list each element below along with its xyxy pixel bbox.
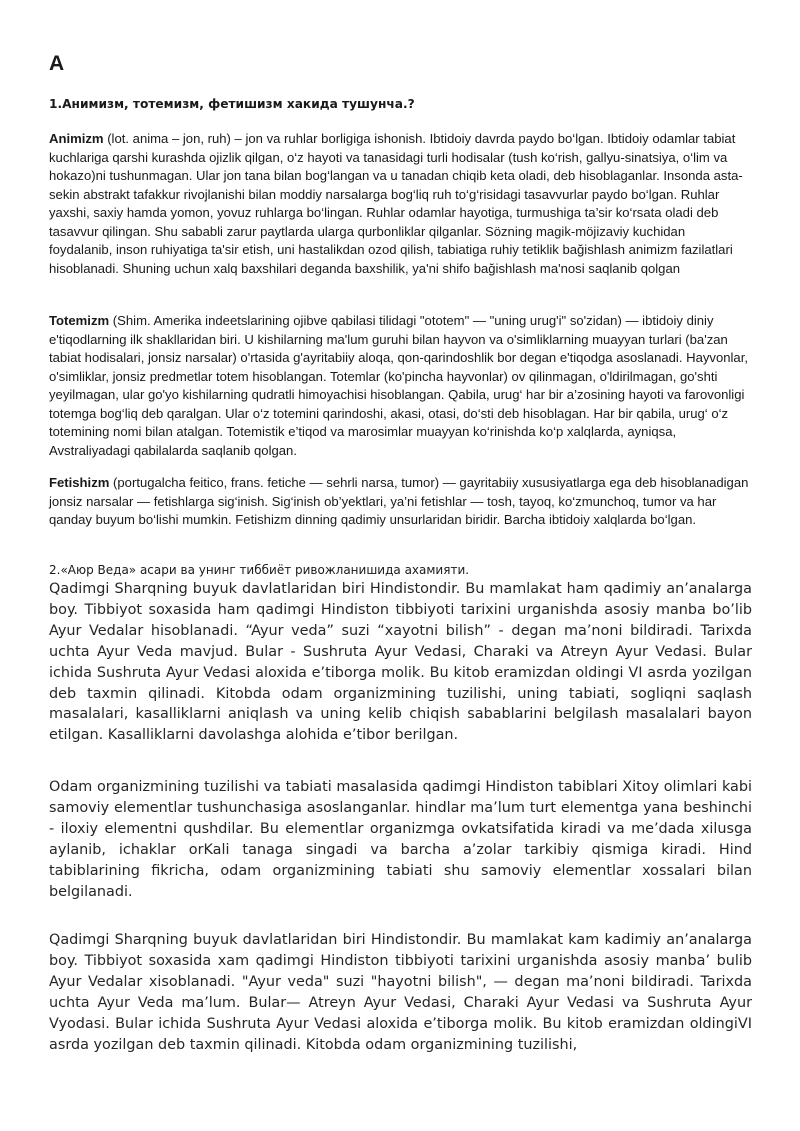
ayurveda-paragraph-1: Qadimgi Sharqning buyuk davlatlaridan biri Hindistondir. Bu mamlakat ham qadimiy an’analarga boy. Tibbiyot soxasida ham qadimgi Hindiston tibbiyoti tarixini urganishda asosiy manba bo’lib Ayur Vedalar hisoblanadi. “Ayur veda” suzi “xayotni bilish” - degan ma’noni bildiradi. Tarixda uchta Ayur Veda mavjud. Bular - Sushruta Ayur Vedasi, Charaki va Atreyn Ayur Vedasi. Bular ichida Sushruta Ayur Vedasi aloxida e’tiborga molik. Bu kitob eramizdan oldingi VI asrda yozilgan deb taxmin qilinadi. Kitobda odam organizmining tuzilishi, uning tabiati, sogliqni saqlash masalalari, kasalliklarni aniqlash va uning kelib chiqish sabablarini belgilash masalalari bayon etilgan. Kasalliklarni davolashga alohida e’tibor berilgan. (49, 581, 752, 744)
animism-text: (lot. anima – jon, ruh) – jon va ruhlar borligiga ishonish. Ibtidoiy davrda paydo bo‘lgan. Ibtidoiy odamlar tabiat kuchlariga qarshi kurashda ojizlik qilgan, o‘z hayoti va tanasidagi turli hodisalar (tush ko‘rish, gallyu-sinatsiya, o‘lim va hokazo)ni tushunmagan. Ular jon tana bilan bog‘langan va u tanadan chiqib keta oladi, deb hisoblaganlar. Insonda asta-sekin abstrakt tafakkur rivojlanishi bilan moddiy narsalarga bog‘liq ruh to‘g‘risidagi tasavvurlar paydo bo‘lgan. Ruhlar yaxshi, saxiy hamda yomon, yovuz ruhlarga bo‘lingan. Ruhlar odamlar hayotiga, turmushiga ta’sir ko‘rsata oladi deb tasavvur qilingan. Shu sababli zarur paytlarda ularga qurbonliklar qilganlar. Sözning magik-möjizaviy kuchidan foydalanib, inson ruhiyatiga ta'sir etish, uni hastalikdan ozod qilish, tabiatiga ruhiy tetiklik bağishlash animizm fazilatlari hisoblanadi. Shuning uchun xalq baxshilari deganda baxshilik, ya'ni shifo bağishlash ma'nosi saqlanib qolgan (49, 131, 743, 276)
ayurveda-paragraph-3: Qadimgi Sharqning buyuk davlatlaridan biri Hindistondir. Bu mamlakat kam kadimiy an’analarga boy. Tibbiyot soxasida xam qadimgi Hindiston tibbiyoti tarixini urganishda asosiy manba’ bulib Ayur Vedalar xisoblanadi. "Ayur veda" suzi "hayotni bilish", — degan ma’noni bildiradi. Tarixda uchta Ayur Veda ma’lum. Bular— Atreyn Ayur Vedasi, Charaki Ayur Vedasi va Sushruta Ayur Vyodasi. Bular ichida Sushruta Ayur Vedasi aloxida e’tiborga molik. Bu kitob eramizdan oldingiVI asrda yozilgan deb taxmin qilinadi. Kitobda odam organizmining tuzilishi, (49, 932, 752, 1053)
fetishism-term: Fetishizm (49, 475, 110, 490)
animism-paragraph (49, 130, 752, 278)
fetishism-text: (portugalcha feitico, frans. fetiche — sehrli narsa, tumor) — gayritabiiy xususiyatlarga ega deb hisoblanadigan jonsiz narsalar — fetishlarga sig‘inish. Sig‘inish ob’yektlari, ya’ni fetishlar — tosh, tayoq, ko‘zmunchoq, tumor va har qanday buyum bo‘lishi mumkin. Fetishizm dinning qadimiy unsurlaridan biridir. Barcha ibtidoiy xalqlarda bo‘lgan. (49, 475, 749, 527)
animism-term: Animizm (49, 131, 104, 146)
ayurveda-paragraph-2: Odam organizmining tuzilishi va tabiati masalasida qadimgi Hindiston tabiblari Xitoy olimlari kabi samoviy elementlar tushunchasiga asoslanganlar. hindlar ma’lum turt elementga yana beshinchi - iloxiy elementni qushdilar. Bu elementlar organizmga ovkatsifatida kiradi va me’dada xilusga aylanib, ichaklar orKali tanaga singadi va barcha a’zolar tarkibiy qismiga kiradi. Hind tabiblarining fikricha, odam organizmining tabiati shu samoviy elementlar xossalari bilan belgilanadi. (49, 779, 752, 900)
totemism-text: (Shim. Amerika indeetslarining ojibve qabilasi tilidagi "ototem" — "uning urug'i" so'zidan) — ibtidoiy diniy e'tiqodlarning ilk shakllaridan biri. U kishilarning ma'lum guruhi bilan hayvon va o'simliklarning muayyan turlari (ba'zan tabiat hodisalari, jonsiz narsalar) o'rtasida g'ayritabiiy aloqa, qon-qarindoshlik bor degan e'tiqodga asoslanadi. Hayvonlar, o'simliklar, jonsiz predmetlar totem hisoblangan. Totemlar (ko'pincha hayvonlar) ov qilinmagan, o'ldirilmagan, go'shti yeyilmagan, ular go'yo kishilarning qudratli himoyachisi hisoblangan. Qabila, urug‘ har bir a’zosining hayoti va farovonligi totemga bog‘liq deb qaralgan. Ular o‘z totemini qarindoshi, akasi, otasi, do‘sti deb hisoblagan. Har bir qabila, urug‘ o‘z totemining nomi bilan atalgan. Totemistik e’tiqod va marosimlar muayyan ko‘rinishda ko‘p xalqlarda, ayniqsa, Avstraliyadagi qabilalarda saqlanib qolgan. (49, 313, 748, 458)
section-heading: A (49, 52, 65, 75)
totemism-term: Totemizm (49, 313, 110, 328)
question-2-title: 2.«Аюр Веда» асари ва унинг тиббиёт ривожланишида ахамияти. (49, 563, 470, 577)
fetishism-paragraph (49, 474, 752, 530)
totemism-paragraph (49, 312, 752, 460)
question-1-title: 1.Анимизм, тотемизм, фетишизм хакида тушунча.? (49, 97, 415, 111)
